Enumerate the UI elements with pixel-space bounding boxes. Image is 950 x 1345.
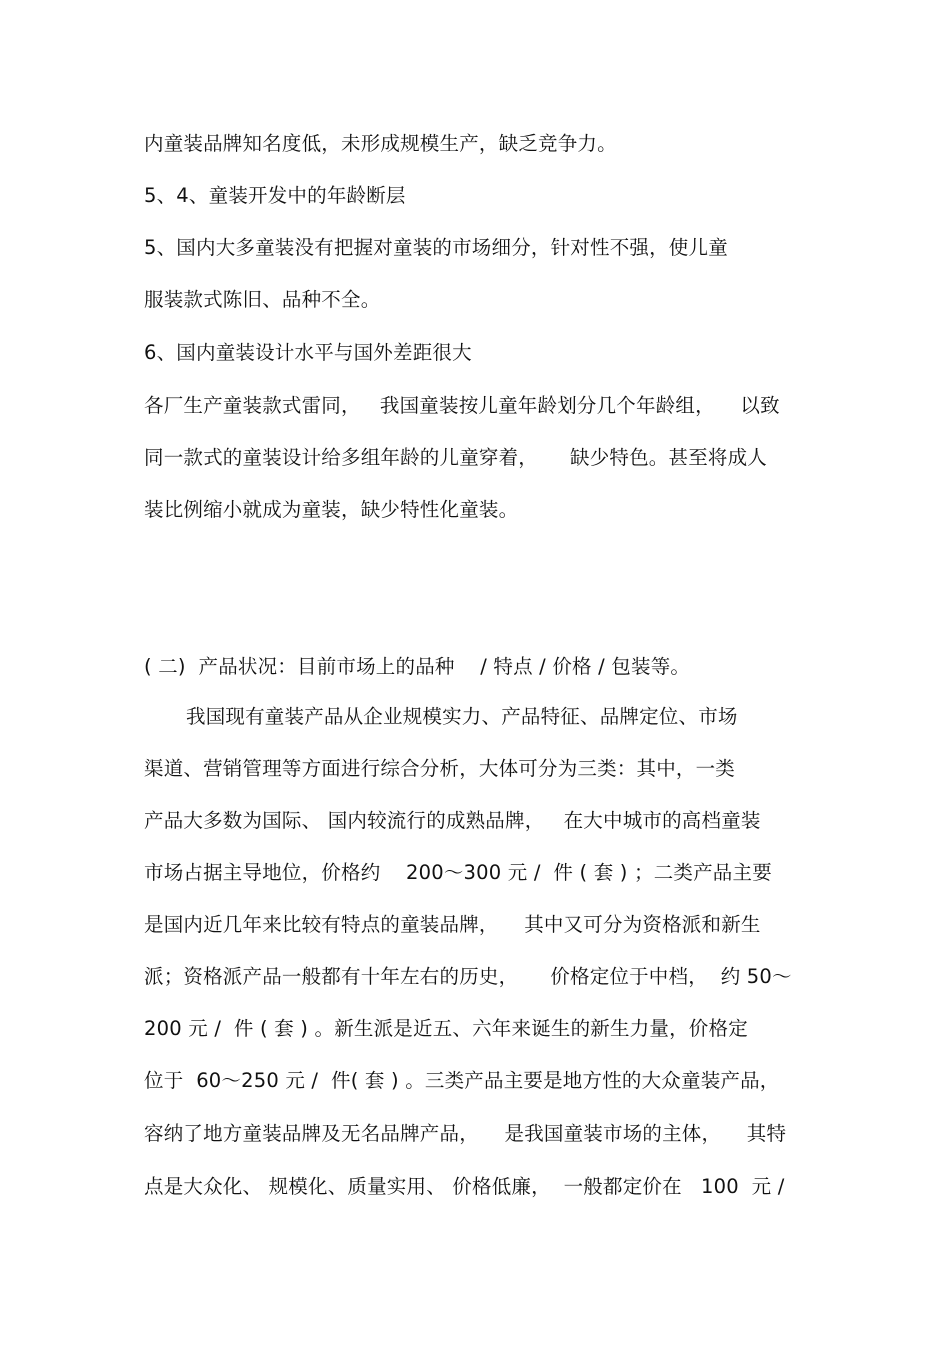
text-line: 位于 60～250 元 / 件( 套 ) 。三类产品主要是地方性的大众童装产品， xyxy=(144,1069,780,1092)
text-line: 产品大多数为国际、 国内较流行的成熟品牌， 在大中城市的高档童装 xyxy=(144,809,761,832)
text-line: 容纳了地方童装品牌及无名品牌产品， 是我国童装市场的主体， 其特 xyxy=(144,1122,787,1145)
text-line: 派；资格派产品一般都有十年左右的历史， 价格定位于中档， 约 50～ xyxy=(144,965,792,988)
section-heading: 5、4、童装开发中的年龄断层 xyxy=(144,184,406,207)
text-line: 各厂生产童装款式雷同， 我国童装按儿童年龄划分几个年龄组， 以致 xyxy=(144,394,780,417)
text-line: 5、国内大多童装没有把握对童装的市场细分，针对性不强，使儿童 xyxy=(144,236,728,259)
text-line: 装比例缩小就成为童装，缺少特性化童装。 xyxy=(144,498,519,521)
text-line: 200 元 / 件 ( 套 ) 。新生派是近五、六年来诞生的新生力量，价格定 xyxy=(144,1017,748,1040)
text-line: 渠道、营销管理等方面进行综合分析，大体可分为三类：其中，一类 xyxy=(144,757,736,780)
section-heading: ( 二) 产品状况：目前市场上的品种 / 特点 / 价格 / 包装等。 xyxy=(144,655,691,678)
section-heading: 6、国内童装设计水平与国外差距很大 xyxy=(144,341,472,364)
text-line: 是国内近几年来比较有特点的童装品牌， 其中又可分为资格派和新生 xyxy=(144,913,761,936)
text-line: 市场占据主导地位，价格约 200～300 元 / 件 ( 套 ) ；二类产品主要 xyxy=(144,861,772,884)
text-line: 点是大众化、 规模化、质量实用、 价格低廉， 一般都定价在 100 元 / xyxy=(144,1175,785,1198)
text-line: 内童装品牌知名度低，未形成规模生产，缺乏竞争力。 xyxy=(144,132,617,155)
text-line: 服装款式陈旧、品种不全。 xyxy=(144,288,381,311)
paragraph-first-line: 我国现有童装产品从企业规模实力、产品特征、品牌定位、市场 xyxy=(186,705,738,728)
text-line: 同一款式的童装设计给多组年龄的儿童穿着， 缺少特色。甚至将成人 xyxy=(144,446,767,469)
